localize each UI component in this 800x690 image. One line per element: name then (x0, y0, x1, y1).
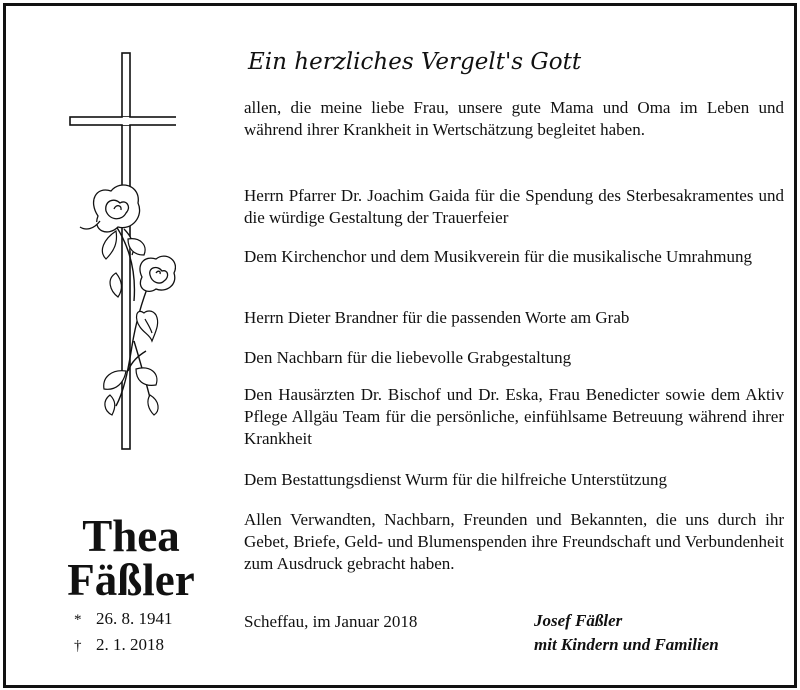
death-date: 2. 1. 2018 (96, 635, 164, 654)
thanks-paragraph: allen, die meine liebe Frau, unsere gute Mama und Oma im Leben und während ihrer Krankheit in Wertschätzung begleitet haben. (244, 98, 784, 139)
thanks-paragraph: Allen Verwandten, Nachbarn, Freunden und Bekannten, die uns durch ihr Gebet, Briefe, Geld- und Blumenspenden ihre Freundschaft und Verbundenheit zum Ausdruck gebracht haben. (244, 510, 784, 573)
thanks-paragraph: Dem Bestattungsdienst Wurm für die hilfreiche Unterstützung (244, 470, 667, 489)
death-symbol: † (74, 638, 82, 654)
signer-family: mit Kindern und Familien (534, 635, 719, 654)
headline: Ein herzliches Vergelt's Gott (248, 49, 582, 75)
left-column (6, 6, 236, 685)
cross-with-roses-icon (66, 51, 176, 451)
death-date-row (74, 636, 164, 654)
birth-symbol: * (74, 612, 82, 628)
signer-name: Josef Fäßler (534, 611, 623, 630)
birth-date: 26. 8. 1941 (96, 609, 173, 628)
thanks-paragraph: Herrn Pfarrer Dr. Joachim Gaida für die Spendung des Sterbesakramentes und die würdige Gestaltung der Trauerfeier (244, 186, 784, 227)
obituary-card (3, 3, 797, 688)
deceased-first-name: Thea (82, 511, 180, 561)
thanks-paragraph: Den Nachbarn für die liebevolle Grabgestaltung (244, 348, 572, 367)
birth-date-row (74, 610, 173, 628)
thanks-paragraph: Dem Kirchenchor und dem Musikverein für die musikalische Umrahmung (244, 247, 752, 266)
deceased-last-name: Fäßler (67, 555, 195, 605)
place-and-date: Scheffau, im Januar 2018 (244, 612, 418, 631)
thanks-paragraph: Herrn Dieter Brandner für die passenden Worte am Grab (244, 308, 630, 327)
thanks-paragraph: Den Hausärzten Dr. Bischof und Dr. Eska, Frau Benedicter sowie dem Aktiv Pflege Allgäu Team für die persönliche, einfühlsame Betreuung während ihrer Krankheit (244, 385, 784, 448)
